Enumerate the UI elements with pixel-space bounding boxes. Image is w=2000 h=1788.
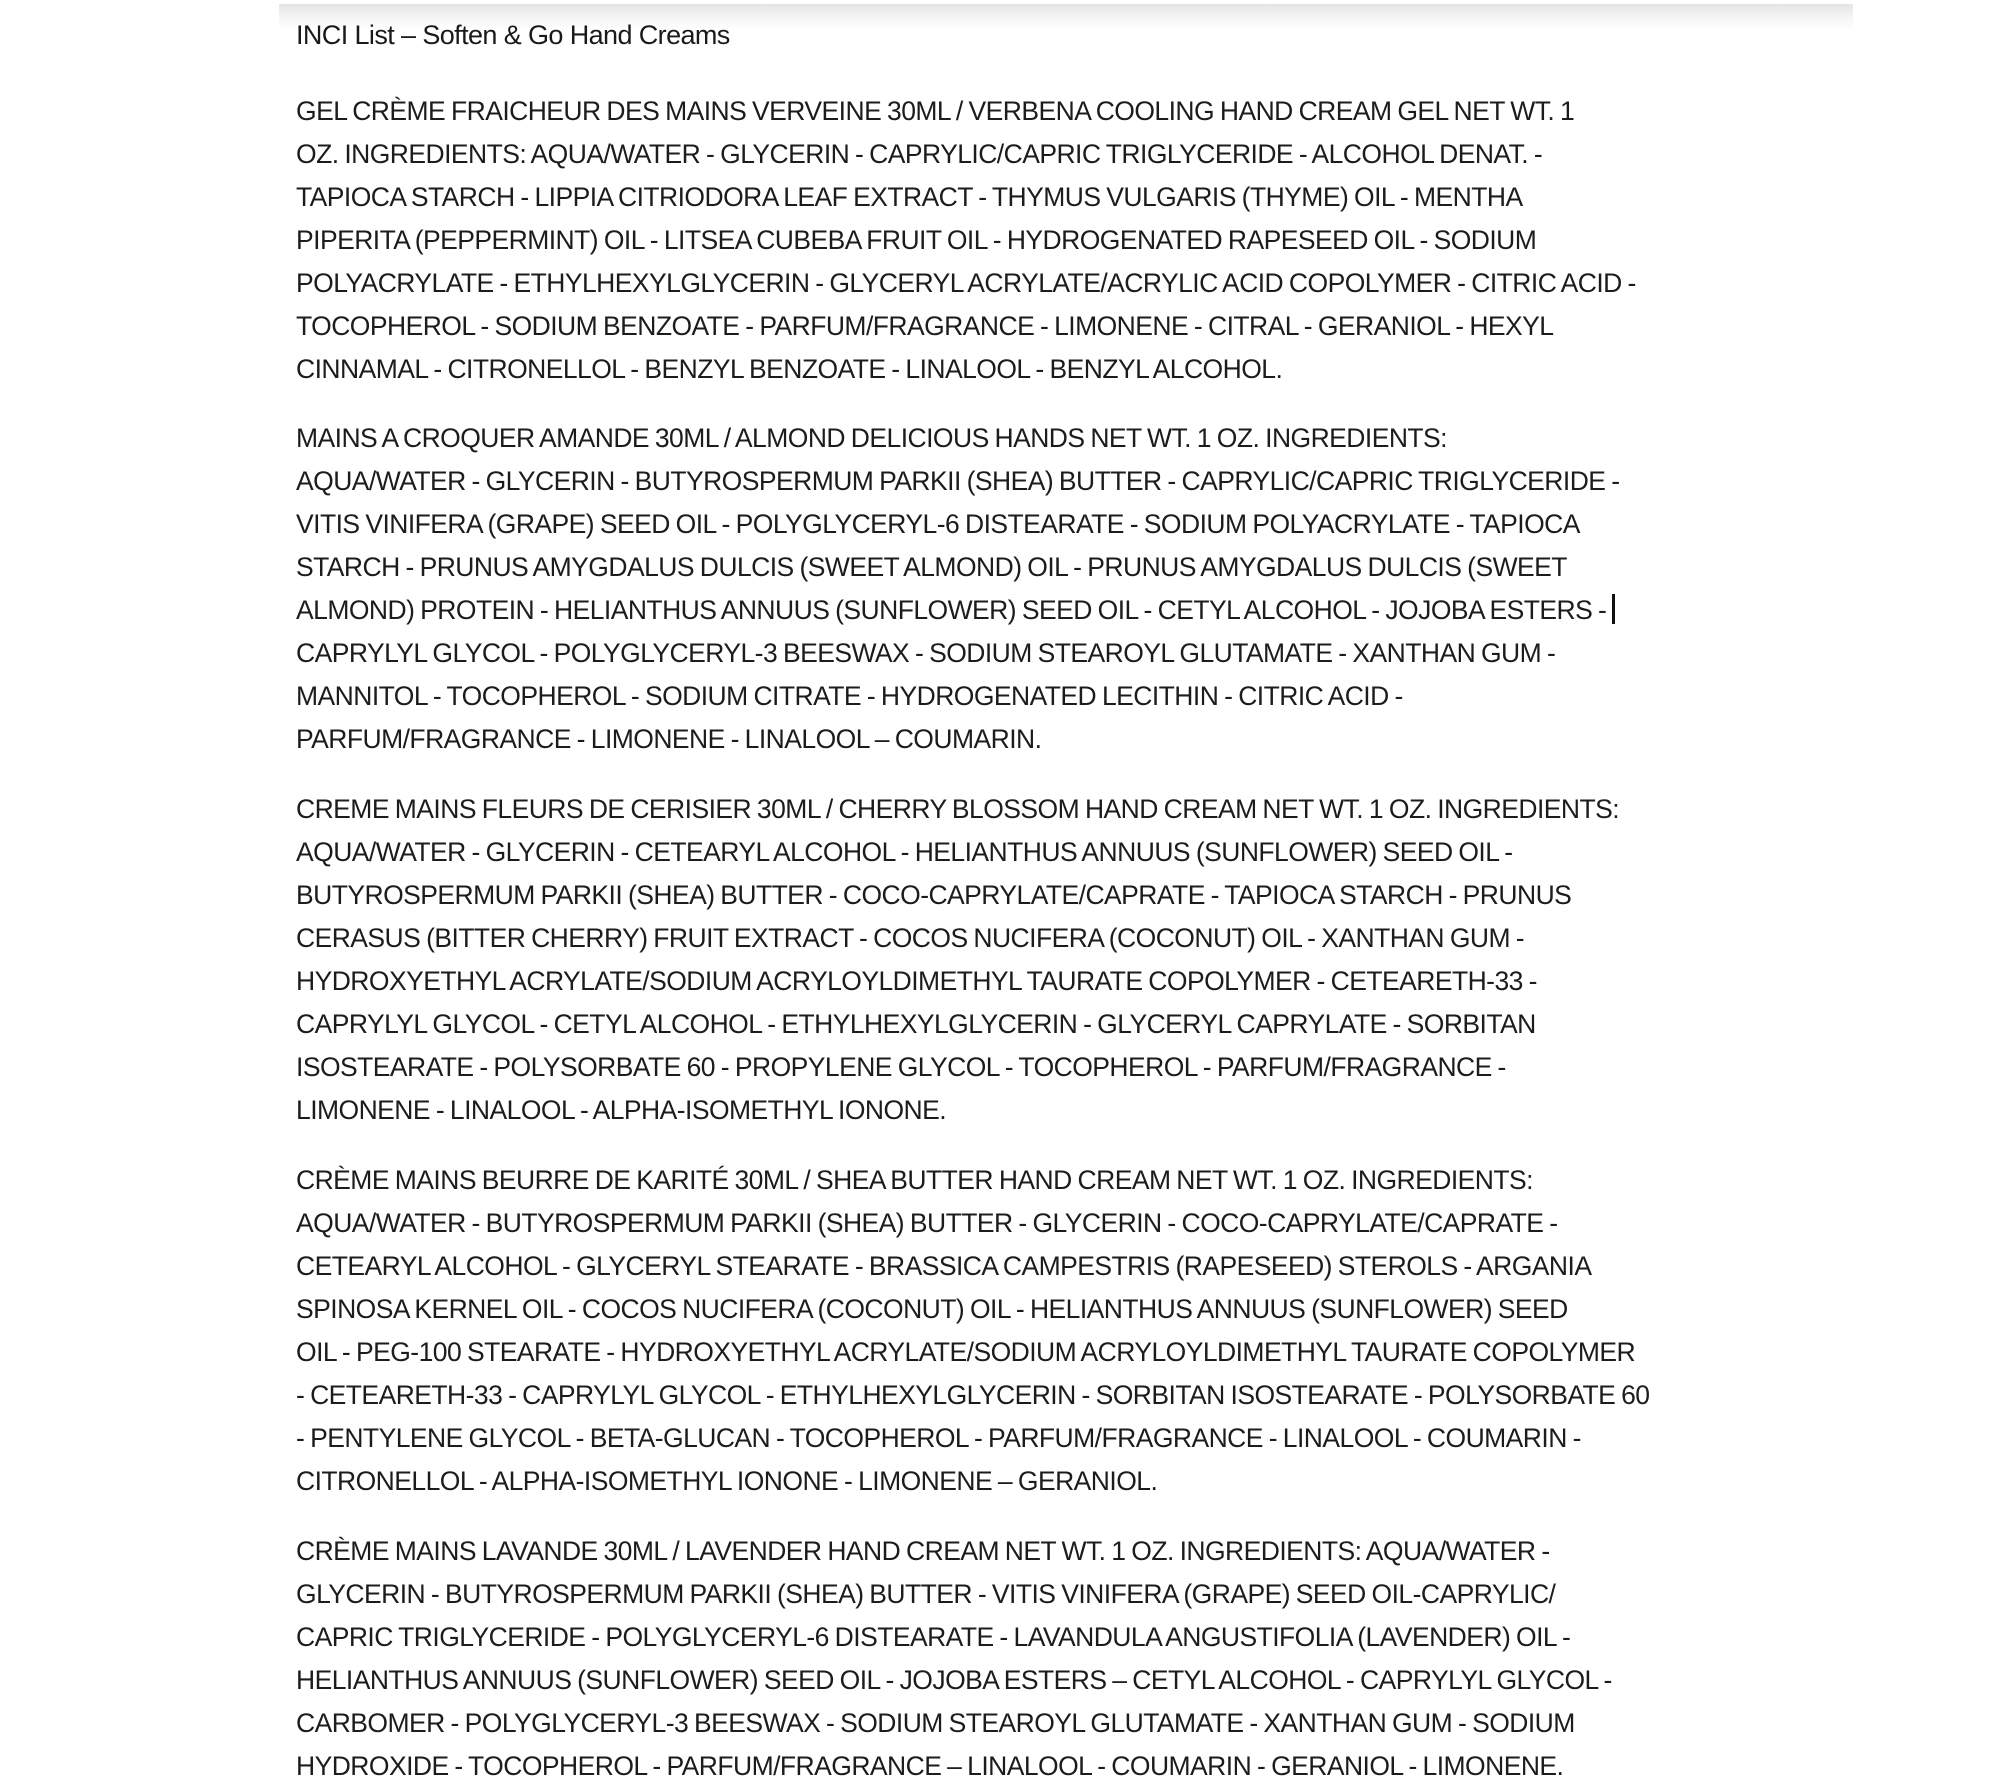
text-line: OIL - PEG-100 STEARATE - HYDROXYETHYL ACRYLATE/SODIUM ACRYLOYLDIMETHYL TAURATE COPOLYMER [296, 1337, 1636, 1367]
text-line: CETEARYL ALCOHOL - GLYCERYL STEARATE - BRASSICA CAMPESTRIS (RAPESEED) STEROLS - ARGANIA [296, 1251, 1592, 1281]
text-line-with-caret [296, 589, 1796, 632]
text-line: HYDROXIDE - TOCOPHEROL - PARFUM/FRAGRANCE – LINALOOL - COUMARIN - GERANIOL - LIMONENE. [296, 1751, 1564, 1781]
text-line: CAPRYLYL GLYCOL - POLYGLYCERYL-3 BEESWAX - SODIUM STEAROYL GLUTAMATE - XANTHAN GUM - [296, 638, 1556, 668]
text-line: STARCH - PRUNUS AMYGDALUS DULCIS (SWEET ALMOND) OIL - PRUNUS AMYGDALUS DULCIS (SWEET [296, 552, 1567, 582]
text-line: CERASUS (BITTER CHERRY) FRUIT EXTRACT - COCOS NUCIFERA (COCONUT) OIL - XANTHAN GUM - [296, 923, 1525, 953]
text-line: BUTYROSPERMUM PARKII (SHEA) BUTTER - COCO-CAPRYLATE/CAPRATE - TAPIOCA STARCH - PRUNUS [296, 880, 1572, 910]
text-line: CRÈME MAINS BEURRE DE KARITÉ 30ML / SHEA BUTTER HAND CREAM NET WT. 1 OZ. INGREDIENTS: [296, 1165, 1533, 1195]
product-paragraph-verbena[interactable] [296, 90, 1796, 391]
text-line: CINNAMAL - CITRONELLOL - BENZYL BENZOATE - LINALOOL - BENZYL ALCOHOL. [296, 354, 1283, 384]
text-line: - CETEARETH-33 - CAPRYLYL GLYCOL - ETHYLHEXYLGLYCERIN - SORBITAN ISOSTEARATE - POLYSORBATE 60 [296, 1380, 1650, 1410]
text-line: AQUA/WATER - GLYCERIN - BUTYROSPERMUM PARKII (SHEA) BUTTER - CAPRYLIC/CAPRIC TRIGLYCERIDE - [296, 466, 1620, 496]
text-line: SPINOSA KERNEL OIL - COCOS NUCIFERA (COCONUT) OIL - HELIANTHUS ANNUUS (SUNFLOWER) SEED [296, 1294, 1568, 1324]
text-line: ISOSTEARATE - POLYSORBATE 60 - PROPYLENE GLYCOL - TOCOPHEROL - PARFUM/FRAGRANCE - [296, 1052, 1506, 1082]
text-line: MANNITOL - TOCOPHEROL - SODIUM CITRATE - HYDROGENATED LECITHIN - CITRIC ACID - [296, 681, 1403, 711]
text-line: CARBOMER - POLYGLYCERYL-3 BEESWAX - SODIUM STEAROYL GLUTAMATE - XANTHAN GUM - SODIUM [296, 1708, 1575, 1738]
product-paragraph-almond[interactable] [296, 417, 1796, 761]
text-line: PARFUM/FRAGRANCE - LIMONENE - LINALOOL – COUMARIN. [296, 724, 1042, 754]
text-line: CAPRIC TRIGLYCERIDE - POLYGLYCERYL-6 DISTEARATE - LAVANDULA ANGUSTIFOLIA (LAVENDER) OIL - [296, 1622, 1571, 1652]
text-line: CAPRYLYL GLYCOL - CETYL ALCOHOL - ETHYLHEXYLGLYCERIN - GLYCERYL CAPRYLATE - SORBITAN [296, 1009, 1536, 1039]
text-line: GEL CRÈME FRAICHEUR DES MAINS VERVEINE 30ML / VERBENA COOLING HAND CREAM GEL NET WT. 1 [296, 96, 1575, 126]
text-line: HYDROXYETHYL ACRYLATE/SODIUM ACRYLOYLDIMETHYL TAURATE COPOLYMER - CETEARETH-33 - [296, 966, 1537, 996]
text-line: ALMOND) PROTEIN - HELIANTHUS ANNUUS (SUNFLOWER) SEED OIL - CETYL ALCOHOL - JOJOBA ESTERS - [296, 595, 1607, 625]
text-line: OZ. INGREDIENTS: AQUA/WATER - GLYCERIN - CAPRYLIC/CAPRIC TRIGLYCERIDE - ALCOHOL DENAT. - [296, 139, 1543, 169]
text-line: AQUA/WATER - GLYCERIN - CETEARYL ALCOHOL - HELIANTHUS ANNUUS (SUNFLOWER) SEED OIL - [296, 837, 1513, 867]
product-paragraph-lavender[interactable] [296, 1530, 1796, 1788]
document-title: INCI List – Soften & Go Hand Creams [296, 20, 730, 50]
text-line: HELIANTHUS ANNUUS (SUNFLOWER) SEED OIL - JOJOBA ESTERS – CETYL ALCOHOL - CAPRYLYL GLYCOL - [296, 1665, 1612, 1695]
text-line: VITIS VINIFERA (GRAPE) SEED OIL - POLYGLYCERYL-6 DISTEARATE - SODIUM POLYACRYLATE - TAPIOCA [296, 509, 1580, 539]
text-line: AQUA/WATER - BUTYROSPERMUM PARKII (SHEA) BUTTER - GLYCERIN - COCO-CAPRYLATE/CAPRATE - [296, 1208, 1558, 1238]
text-line: CRÈME MAINS LAVANDE 30ML / LAVENDER HAND CREAM NET WT. 1 OZ. INGREDIENTS: AQUA/WATER - [296, 1536, 1550, 1566]
text-line: TAPIOCA STARCH - LIPPIA CITRIODORA LEAF EXTRACT - THYMUS VULGARIS (THYME) OIL - MENTHA [296, 182, 1523, 212]
product-paragraph-shea-butter[interactable] [296, 1159, 1796, 1503]
text-line: GLYCERIN - BUTYROSPERMUM PARKII (SHEA) BUTTER - VITIS VINIFERA (GRAPE) SEED OIL-CAPRYLIC/ [296, 1579, 1556, 1609]
text-line: POLYACRYLATE - ETHYLHEXYLGLYCERIN - GLYCERYL ACRYLATE/ACRYLIC ACID COPOLYMER - CITRIC ACID - [296, 268, 1636, 298]
text-line: CITRONELLOL - ALPHA-ISOMETHYL IONONE - LIMONENE – GERANIOL. [296, 1466, 1158, 1496]
text-line: - PENTYLENE GLYCOL - BETA-GLUCAN - TOCOPHEROL - PARFUM/FRAGRANCE - LINALOOL - COUMARIN - [296, 1423, 1581, 1453]
text-line: MAINS A CROQUER AMANDE 30ML / ALMOND DELICIOUS HANDS NET WT. 1 OZ. INGREDIENTS: [296, 423, 1447, 453]
product-paragraph-cherry-blossom[interactable] [296, 788, 1796, 1132]
text-line: PIPERITA (PEPPERMINT) OIL - LITSEA CUBEBA FRUIT OIL - HYDROGENATED RAPESEED OIL - SODIUM [296, 225, 1537, 255]
text-line: TOCOPHEROL - SODIUM BENZOATE - PARFUM/FRAGRANCE - LIMONENE - CITRAL - GERANIOL - HEXYL [296, 311, 1554, 341]
text-cursor [1612, 594, 1615, 624]
text-line: LIMONENE - LINALOOL - ALPHA-ISOMETHYL IONONE. [296, 1095, 947, 1125]
text-line: CREME MAINS FLEURS DE CERISIER 30ML / CHERRY BLOSSOM HAND CREAM NET WT. 1 OZ. INGREDIENTS: [296, 794, 1620, 824]
